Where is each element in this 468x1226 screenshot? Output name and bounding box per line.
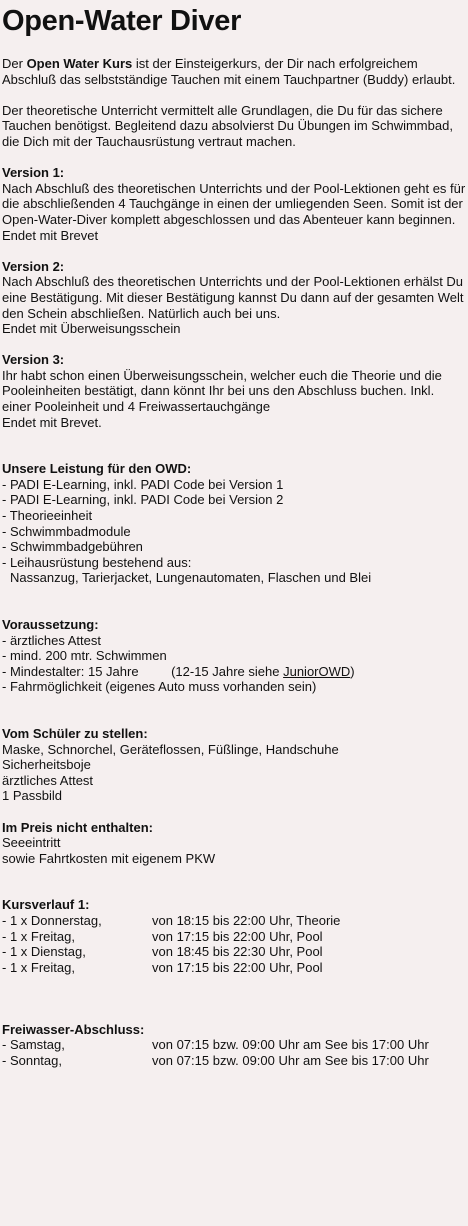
list-item: - Fahrmöglichkeit (eigenes Auto muss vorhanden sein): [2, 679, 317, 695]
schedule-time: von 07:15 bzw. 09:00 Uhr am See bis 17:00 Uhr: [152, 1037, 429, 1053]
age-post: ): [350, 663, 355, 679]
list-item: - PADI E-Learning, inkl. PADI Code bei Version 2: [2, 492, 284, 508]
list-item: Sicherheitsboje: [2, 757, 91, 773]
intro-bold: Open Water Kurs: [26, 56, 133, 71]
leistung-heading: Unsere Leistung für den OWD:: [2, 461, 192, 477]
list-item: Maske, Schnorchel, Geräteflossen, Füßlinge, Handschuhe: [2, 741, 339, 757]
list-item: - Leihausrüstung bestehend aus:: [2, 554, 192, 570]
schedule-time: von 07:15 bzw. 09:00 Uhr am See bis 17:00 Uhr: [152, 1053, 429, 1069]
list-item: 1 Passbild: [2, 788, 62, 804]
voraussetzung-heading: Voraussetzung:: [2, 617, 99, 632]
version-3-text: Ihr habt schon einen Überweisungsschein, welcher euch die Theorie und die Pooleinheiten bestätigt, dann könnt Ihr bei uns den Abschluss buchen. Inkl. einer Pooleinheit und 4 Freiwassertauchgänge: [2, 367, 442, 415]
list-item: - mind. 200 mtr. Schwimmen: [2, 648, 167, 664]
kursverlauf-section: [2, 897, 466, 975]
schedule-time: von 17:15 bis 22:00 Uhr, Pool: [152, 928, 323, 944]
leistung-section: [2, 461, 466, 586]
schedule-day: - 1 x Freitag,: [2, 928, 75, 944]
schedule-row: [2, 944, 466, 960]
version-2-text: Nach Abschluß des theoretischen Unterrichts und der Pool-Lektionen erhälst Du eine Bestätigung. Mit dieser Bestätigung kannst Du dann auf der gesamten Welt den Schein abschließen. Natürlich auch bei uns.: [2, 274, 464, 321]
version-1-text: Nach Abschluß des theoretischen Unterrichts und der Pool-Lektionen geht es für die abschließenden 4 Tauchgänge in einen der umliegenden Seen. Somit ist der Open-Water-Diver komplett abgeschlossen und das Abenteuer kann beginnen.: [2, 180, 466, 227]
schedule-time: von 18:15 bis 22:00 Uhr, Theorie: [152, 912, 341, 928]
list-item: - Theorieeinheit: [2, 508, 93, 524]
schedule-day: - Sonntag,: [2, 1053, 62, 1069]
list-item: - ärztliches Attest: [2, 632, 101, 648]
schedule-time: von 18:45 bis 22:30 Uhr, Pool: [152, 944, 323, 960]
schedule-day: - 1 x Dienstag,: [2, 944, 86, 960]
schueler-section: [2, 726, 466, 804]
list-item: - Schwimmbadgebühren: [2, 539, 143, 555]
list-item: - Schwimmbadmodule: [2, 523, 131, 539]
freiwasser-heading: Freiwasser-Abschluss:: [2, 1021, 145, 1037]
age-pre: - Mindestalter: 15 Jahre (12-15 Jahre siehe: [2, 663, 284, 679]
intro-paragraph: [2, 56, 466, 87]
list-item: Seeeintritt: [2, 835, 61, 851]
kursverlauf-heading: Kursverlauf 1:: [2, 897, 90, 913]
junior-owd-link[interactable]: JuniorOWD: [283, 663, 351, 679]
schedule-row: [2, 1037, 466, 1053]
preis-heading: Im Preis nicht enthalten:: [2, 819, 153, 835]
version-1-section: [2, 165, 466, 243]
version-2-heading: Version 2:: [2, 258, 65, 274]
schedule-row: [2, 929, 466, 945]
page-title: Open-Water Diver: [2, 5, 242, 37]
theory-paragraph: Der theoretische Unterricht vermittelt alle Grundlagen, die Du für das sichere Tauchen benötigst. Begleitend dazu absolvierst Du Übungen im Schwimmbad, die Dich mit der Tauchausrüstung vertraut machen.: [2, 102, 453, 149]
schueler-heading: Vom Schüler zu stellen:: [2, 725, 148, 741]
version-1-end: Endet mit Brevet: [2, 227, 99, 243]
schedule-row: [2, 913, 466, 929]
schedule-row: [2, 960, 466, 976]
schedule-day: - 1 x Freitag,: [2, 959, 75, 975]
list-item: - PADI E-Learning, inkl. PADI Code bei Version 1: [2, 476, 284, 492]
equipment-list: Nassanzug, Tarierjacket, Lungenautomaten, Flaschen und Blei: [10, 570, 372, 586]
version-1-heading: Version 1:: [2, 165, 65, 181]
schedule-day: - 1 x Donnerstag,: [2, 912, 102, 928]
age-requirement: [2, 664, 466, 680]
intro-post: ist der Einsteigerkurs, der Dir nach erfolgreichem Abschluß das selbstständige Tauchen mit einem Tauchpartner (Buddy) erlaubt.: [2, 56, 456, 87]
version-3-section: [2, 352, 466, 430]
preis-section: [2, 820, 466, 867]
schedule-time: von 17:15 bis 22:00 Uhr, Pool: [152, 959, 323, 975]
intro-pre: Der: [2, 56, 27, 71]
list-item: ärztliches Attest: [2, 772, 94, 788]
list-item: sowie Fahrtkosten mit eigenem PKW: [2, 850, 216, 866]
version-2-end: Endet mit Überweisungsschein: [2, 321, 181, 337]
schedule-day: - Samstag,: [2, 1037, 65, 1053]
voraussetzung-section: [2, 617, 466, 695]
version-2-section: [2, 259, 466, 337]
version-3-heading: Version 3:: [2, 352, 65, 368]
freiwasser-section: [2, 1022, 466, 1069]
schedule-row: [2, 1053, 466, 1069]
version-3-end: Endet mit Brevet.: [2, 414, 102, 430]
